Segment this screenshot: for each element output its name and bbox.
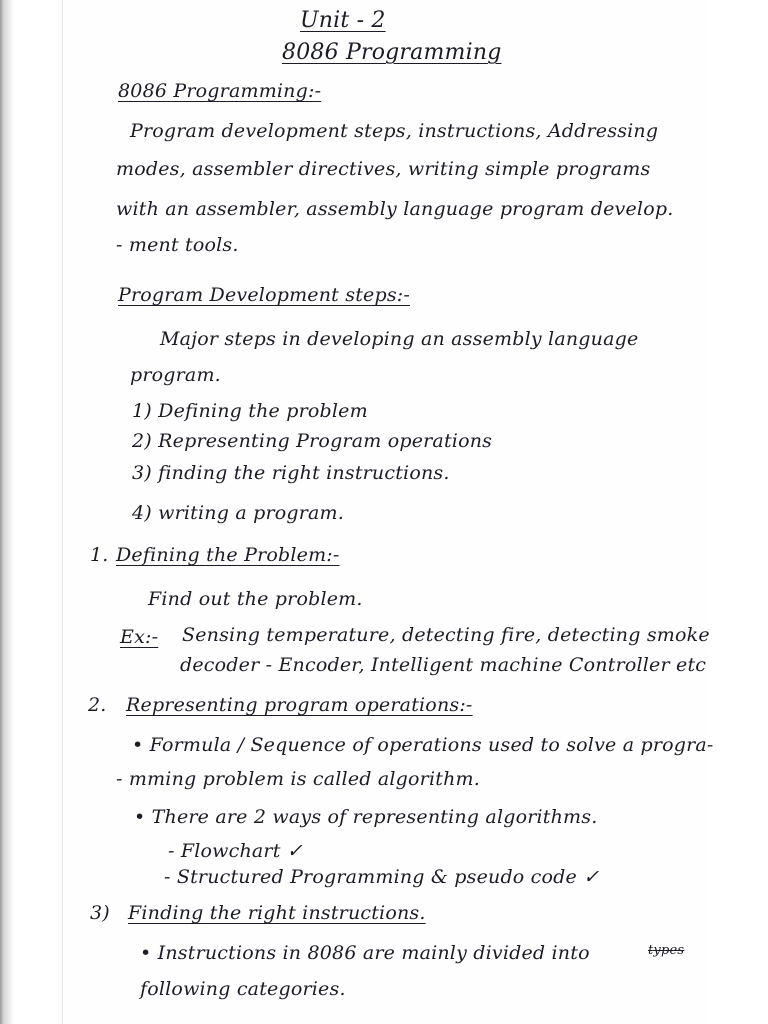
page-margin-right (706, 0, 768, 1024)
intro-line: - ment tools. (116, 234, 239, 256)
bullet-line: • There are 2 ways of representing algorithms. (134, 806, 598, 828)
intro-heading: 8086 Programming:- (118, 80, 322, 102)
step-item: 1) Defining the problem (132, 400, 368, 422)
intro-line: Program development steps, instructions, Addressing (130, 120, 659, 142)
bullet-line: • Formula / Sequence of operations used to solve a progra- (132, 734, 714, 756)
steps-heading: Program Development steps:- (118, 284, 411, 306)
sub-item: - Structured Programming & pseudo code ✓ (164, 866, 600, 888)
section-number: 1. (90, 544, 109, 566)
section-heading: Representing program operations:- (126, 694, 473, 716)
section-number: 3) (90, 902, 110, 924)
steps-intro-cont: program. (130, 364, 221, 386)
intro-line: with an assembler, assembly language program develop. (116, 198, 674, 220)
steps-intro: Major steps in developing an assembly language (160, 328, 639, 350)
unit-label: Unit - 2 (300, 8, 386, 33)
bullet-line: following categories. (140, 978, 346, 1000)
intro-line: modes, assembler directives, writing simple programs (116, 158, 651, 180)
step-item: 3) finding the right instructions. (132, 462, 450, 484)
section-number: 2. (88, 694, 107, 716)
step-item: 2) Representing Program operations (132, 430, 493, 452)
bullet-line: • Instructions in 8086 are mainly divided into (140, 942, 590, 964)
step-item: 4) writing a program. (132, 502, 344, 524)
sub-item: - Flowchart ✓ (168, 840, 303, 862)
example-line: decoder - Encoder, Intelligent machine Controller etc (180, 654, 707, 676)
section-heading: Defining the Problem:- (116, 544, 340, 566)
section-line: Find out the problem. (148, 588, 363, 610)
section-heading: Finding the right instructions. (128, 902, 426, 924)
bullet-line: - mming problem is called algorithm. (116, 768, 480, 790)
example-label: Ex:- (120, 626, 159, 648)
example-line: Sensing temperature, detecting fire, detecting smoke (182, 624, 710, 646)
page-title: 8086 Programming (282, 40, 502, 65)
struck-word: types (648, 943, 685, 958)
